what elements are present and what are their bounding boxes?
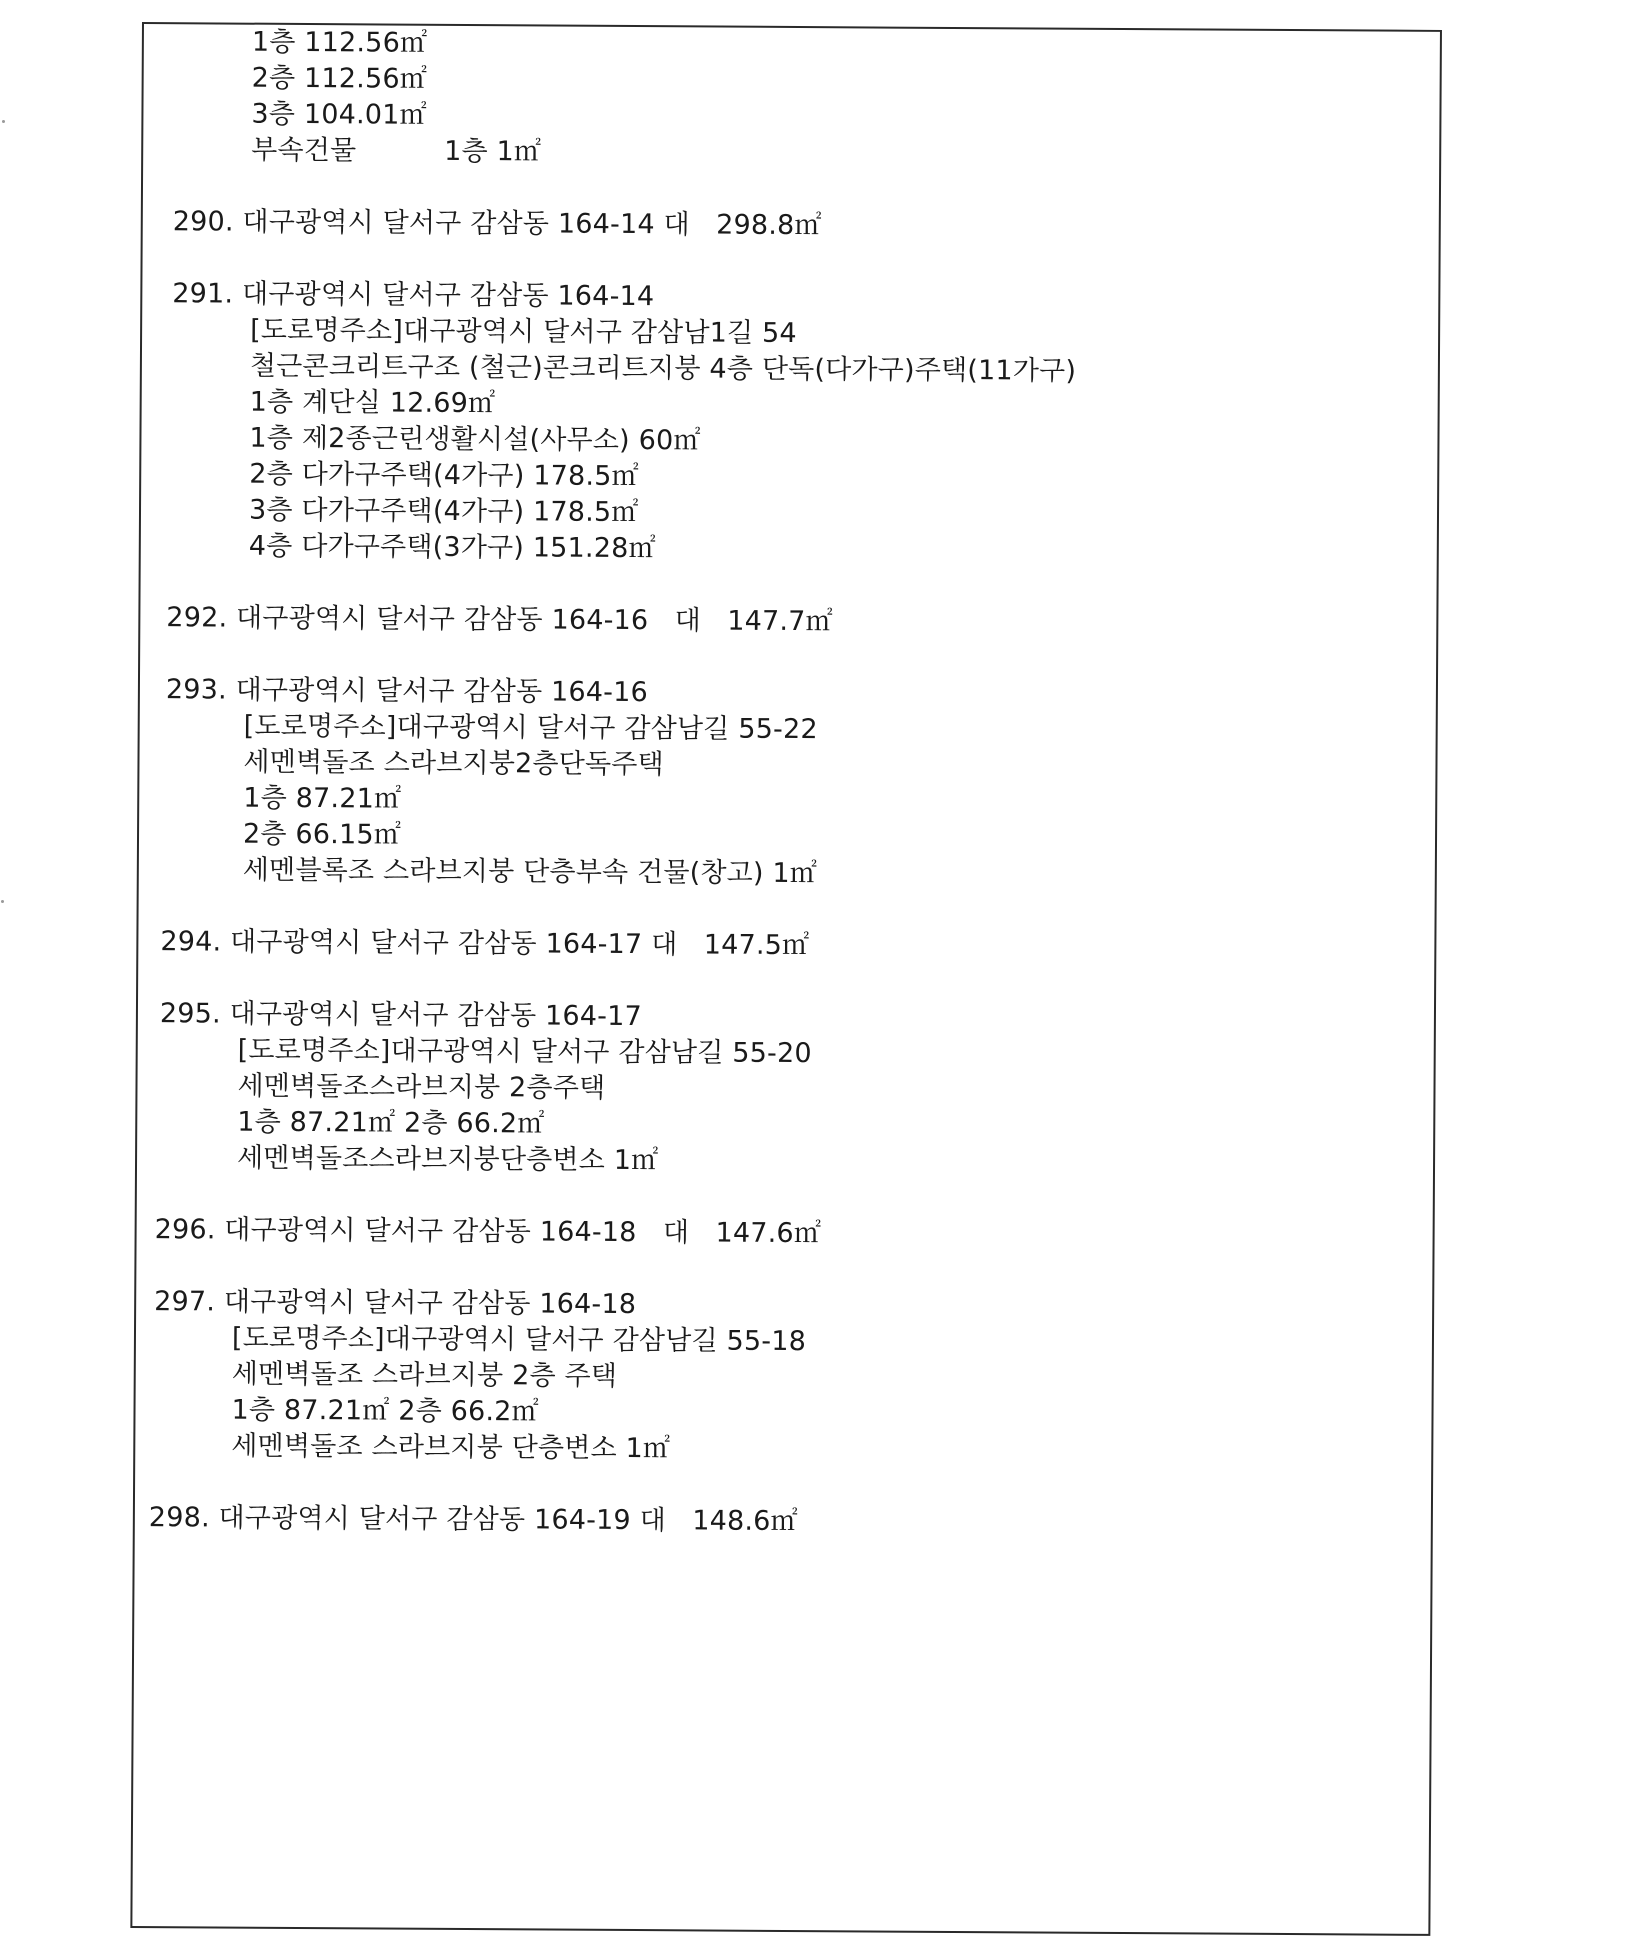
floor-line: 1층 87.21㎡ 2층 66.2㎡ [237, 1106, 545, 1140]
floor-line: 2층 112.56㎡ [251, 62, 428, 95]
floor-line: 3층 104.01㎡ [251, 98, 427, 131]
floor-line: 1층 계단실 12.69㎡ [249, 386, 496, 420]
entry-291: 291. 대구광역시 달서구 감삼동 164-14 [172, 278, 655, 313]
floor-line: 4층 다가구주택(3가구) 151.28㎡ [248, 530, 656, 565]
floor-line: 2층 66.15㎡ [242, 818, 402, 851]
entry-294: 294. 대구광역시 달서구 감삼동 164-17 대 147.5㎡ [160, 926, 810, 962]
entry-295: 295. 대구광역시 달서구 감삼동 164-17 [159, 998, 643, 1033]
annex-building-line: 세멘벽돌조스라브지붕단층변소 1㎡ [236, 1142, 659, 1177]
floor-line: 1층 제2종근린생활시설(사무소) 60㎡ [249, 422, 701, 457]
annex-building-line: 세멘벽돌조 스라브지붕 단층변소 1㎡ [231, 1430, 671, 1465]
floor-line: 1층 112.56㎡ [251, 26, 428, 59]
floor-line: 2층 다가구주택(4가구) 178.5㎡ [249, 458, 639, 493]
road-address-line: [도로명주소]대구광역시 달서구 감삼남길 55-18 [231, 1322, 807, 1358]
document-frame [130, 22, 1442, 1936]
entry-298: 298. 대구광역시 달서구 감삼동 164-19 대 148.6㎡ [148, 1502, 798, 1538]
entry-292: 292. 대구광역시 달서구 감삼동 164-16 대 147.7㎡ [166, 602, 833, 638]
road-address-line: [도로명주소]대구광역시 달서구 감삼남길 55-20 [237, 1034, 812, 1070]
structure-line: 세멘벽돌조스라브지붕 2층주택 [237, 1070, 606, 1104]
entry-296: 296. 대구광역시 달서구 감삼동 164-18 대 147.6㎡ [154, 1214, 822, 1250]
annex-building-line: 부속건물 1층 1㎡ [251, 134, 542, 168]
scan-speck [2, 120, 5, 123]
entry-297: 297. 대구광역시 달서구 감삼동 164-18 [154, 1286, 637, 1321]
floor-line: 1층 87.21㎡ [243, 782, 402, 815]
structure-line: 세멘벽돌조 스라브지붕2층단독주택 [243, 746, 664, 781]
floor-line: 1층 87.21㎡ 2층 66.2㎡ [231, 1394, 539, 1428]
road-address-line: [도로명주소]대구광역시 달서구 감삼남1길 54 [250, 314, 797, 350]
entry-293: 293. 대구광역시 달서구 감삼동 164-16 [165, 674, 648, 709]
road-address-line: [도로명주소]대구광역시 달서구 감삼남길 55-22 [243, 710, 818, 746]
annex-building-line: 세멘블록조 스라브지붕 단층부속 건물(창고) 1㎡ [242, 854, 818, 890]
entry-290: 290. 대구광역시 달서구 감삼동 164-14 대 298.8㎡ [172, 206, 822, 242]
floor-line: 3층 다가구주택(4가구) 178.5㎡ [248, 494, 639, 529]
structure-line: 세멘벽돌조 스라브지붕 2층 주택 [231, 1358, 618, 1392]
document-content [144, 24, 1440, 1538]
scan-speck [1, 900, 4, 903]
structure-line: 철근콘크리트구조 (철근)콘크리트지붕 4층 단독(다가구)주택(11가구) [249, 350, 1077, 387]
